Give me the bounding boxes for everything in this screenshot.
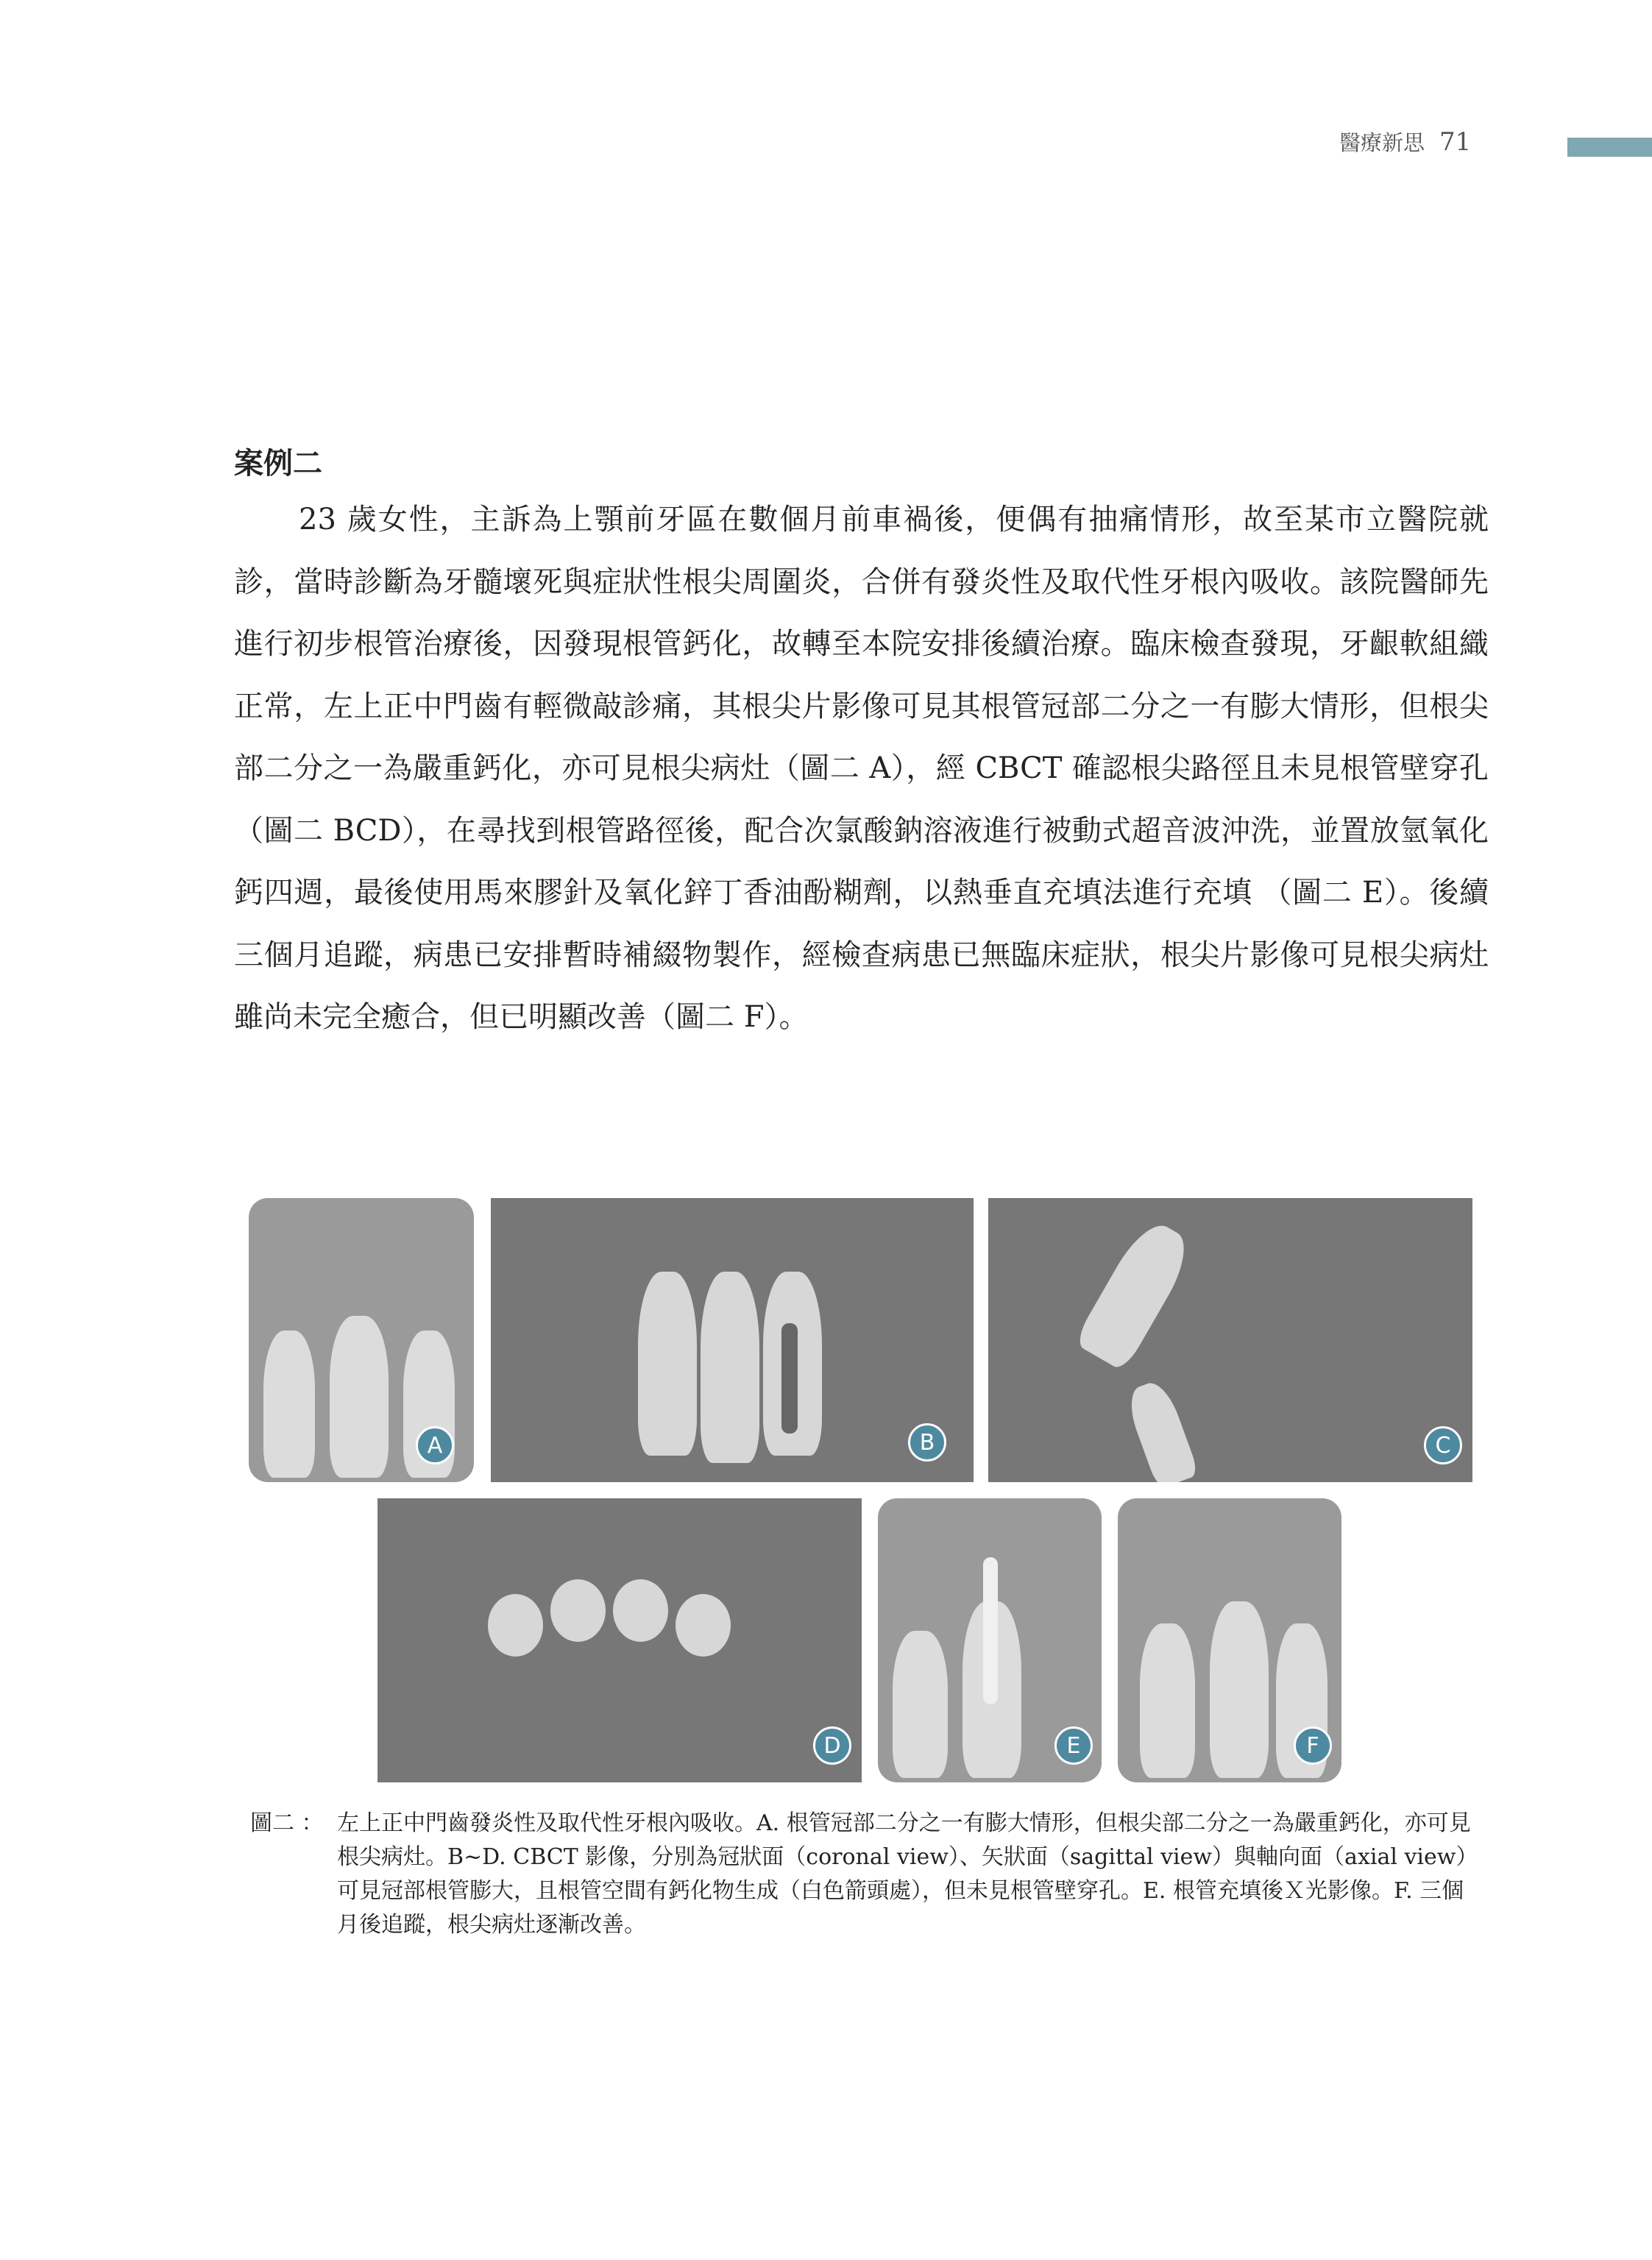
running-header [1339, 127, 1486, 157]
panel-label-d: D [813, 1726, 851, 1765]
panel-label-a: A [416, 1426, 454, 1464]
section-title: 案例二 [234, 447, 322, 481]
tooth-shape [701, 1272, 759, 1463]
page-number: 71 [1439, 127, 1472, 157]
tooth-shape [893, 1631, 948, 1778]
tooth-shape [613, 1579, 668, 1642]
tooth-shape [676, 1594, 731, 1657]
tooth-shape [550, 1579, 606, 1642]
figure-panel-c [988, 1198, 1472, 1482]
caption-text: 左上正中門齒發炎性及取代性牙根內吸收。A. 根管冠部二分之一有膨大情形，但根尖部二分之一為嚴重鈣化，亦可見根尖病灶。B~D. CBCT 影像，分別為冠狀面（coronal view）、矢狀面（sagittal view）與軸向面（axial view）可見冠部根管膨大，且根管空間有鈣化物生成（白色箭頭處），但未見根管壁穿孔。E. 根管充填後Ｘ光影像。F. 三個月後追蹤，根尖病灶逐漸改善。 [337, 1810, 1471, 1938]
body-paragraph: 23 歲女性，主訴為上顎前牙區在數個月前車禍後，便偶有抽痛情形，故至某市立醫院就診，當時診斷為牙髓壞死與症狀性根尖周圍炎，合併有發炎性及取代性牙根內吸收。該院醫師先進行初步根管治療後，因發現根管鈣化，故轉至本院安排後續治療。臨床檢查發現，牙齦軟組織正常，左上正中門齒有輕微敲診痛，其根尖片影像可見其根管冠部二分之一有膨大情形，但根尖部二分之一為嚴重鈣化，亦可見根尖病灶（圖二 A），經 CBCT 確認根尖路徑且未見根管壁穿孔 （圖二 BCD），在尋找到根管路徑後，配合次氯酸鈉溶液進行被動式超音波沖洗，並置放氫氧化鈣四週，最後使用馬來膠針及氧化鋅丁香油酚糊劑，以熱垂直充填法進行充填 （圖二 E）。後續三個月追蹤，病患已安排暫時補綴物製作，經檢查病患已無臨床症狀，根尖片影像可見根尖病灶雖尚未完全癒合，但已明顯改善（圖二 F）。 [234, 503, 1489, 1034]
tooth-shape [1123, 1378, 1199, 1482]
figure-panel-d [377, 1498, 862, 1782]
caption-label: 圖二 ： [250, 1810, 324, 1836]
tooth-shape [1210, 1601, 1269, 1778]
tooth-shape [1073, 1215, 1197, 1372]
tooth-shape [263, 1331, 315, 1478]
root-canal [781, 1323, 798, 1434]
root-filling [983, 1557, 998, 1704]
header-accent-bar [1567, 138, 1652, 157]
tooth-shape [488, 1594, 543, 1657]
panel-label-b: B [908, 1423, 946, 1462]
figure-caption [250, 1807, 1472, 1942]
panel-label-c: C [1424, 1426, 1462, 1464]
panel-label-e: E [1054, 1726, 1093, 1765]
tooth-shape [330, 1316, 389, 1478]
figure-panel-b [491, 1198, 974, 1482]
panel-label-f: F [1294, 1726, 1332, 1765]
journal-title: 醫療新思 [1339, 130, 1425, 155]
tooth-shape [1140, 1623, 1195, 1778]
tooth-shape [638, 1272, 697, 1456]
